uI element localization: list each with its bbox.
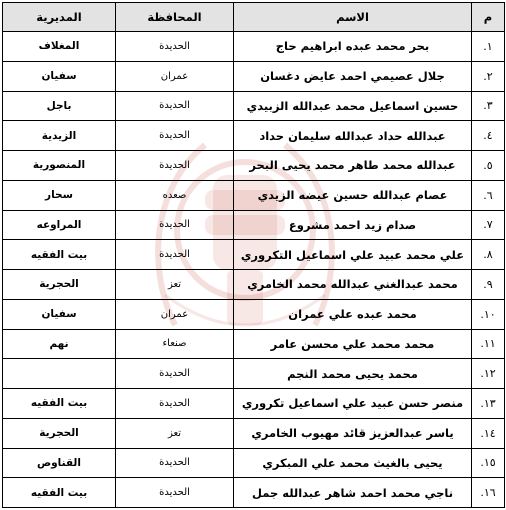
row-governorate: الحديدة [116,210,234,240]
row-district: نهم [3,329,116,359]
row-district: بيت الفقيه [3,389,116,419]
row-governorate: عمران [116,299,234,329]
row-number: ٥. [472,151,505,181]
row-governorate: تعز [116,270,234,300]
row-district: الحجرية [3,418,116,448]
table-row [3,210,505,240]
row-governorate: تعز [116,418,234,448]
row-number: ٣. [472,91,505,121]
row-number: ٢. [472,61,505,91]
row-district: باجل [3,91,116,121]
header-name: الاسم [234,3,472,32]
table-row [3,478,505,508]
row-district: الحجرية [3,270,116,300]
row-number: ١٠. [472,299,505,329]
row-number: ٦. [472,180,505,210]
row-name: منصر حسن عبيد علي اسماعيل تكروري [234,389,472,419]
row-district: الزيدية [3,121,116,151]
row-name: محمد عبده علي عمران [234,299,472,329]
table-row [3,180,505,210]
row-governorate: صنعاء [116,329,234,359]
header-number: م [472,3,505,32]
row-number: ٧. [472,210,505,240]
row-name: علي محمد عبيد علي اسماعيل التكروري [234,240,472,270]
row-governorate: الحديدة [116,240,234,270]
roster-table [2,2,505,508]
row-district: سحار [3,180,116,210]
row-governorate: عمران [116,61,234,91]
row-governorate: صعده [116,180,234,210]
row-governorate: الحديدة [116,151,234,181]
row-governorate: الحديدة [116,478,234,508]
row-name: جلال عصيمي احمد عايض دغسان [234,61,472,91]
table-row [3,418,505,448]
row-district: بيت الفقيه [3,478,116,508]
table-row [3,32,505,62]
row-number: ١٤. [472,418,505,448]
row-name: صدام زيد احمد مشروع [234,210,472,240]
table-row [3,240,505,270]
row-district [3,359,116,389]
table-row [3,121,505,151]
row-number: ١٢. [472,359,505,389]
row-name: ناجي محمد احمد شاهر عبدالله جمل [234,478,472,508]
table-header-row [3,3,505,32]
row-name: محمد محمد علي محسن عامر [234,329,472,359]
row-governorate: الحديدة [116,91,234,121]
row-name: بحر محمد عبده ابراهيم حاج [234,32,472,62]
table-row [3,270,505,300]
row-governorate: الحديدة [116,359,234,389]
row-number: ٤. [472,121,505,151]
row-name: حسين اسماعيل محمد عبدالله الزبيدي [234,91,472,121]
table-row [3,61,505,91]
row-district: سفيان [3,61,116,91]
row-number: ١١. [472,329,505,359]
row-district: المنصورية [3,151,116,181]
table-row [3,329,505,359]
row-number: ١٥. [472,448,505,478]
row-name: محمد عبدالغني عبدالله محمد الخامري [234,270,472,300]
row-name: عصام عبدالله حسين عيضه الزيدي [234,180,472,210]
row-number: ١٣. [472,389,505,419]
table-row [3,151,505,181]
row-governorate: الحديدة [116,389,234,419]
row-governorate: الحديدة [116,121,234,151]
row-number: ١٦. [472,478,505,508]
row-governorate: الحديدة [116,448,234,478]
row-district: بيت الفقيه [3,240,116,270]
header-governorate: المحافظة [116,3,234,32]
row-district: سفيان [3,299,116,329]
row-name: عبدالله محمد طاهر محمد يحيى البحر [234,151,472,181]
row-number: ٨. [472,240,505,270]
table-row [3,359,505,389]
table-row [3,389,505,419]
row-governorate: الحديدة [116,32,234,62]
row-number: ١. [472,32,505,62]
row-name: يحيى بالغيث محمد علي المبكري [234,448,472,478]
header-district: المديرية [3,3,116,32]
row-name: عبدالله حداد عبدالله سليمان حداد [234,121,472,151]
row-number: ٩. [472,270,505,300]
row-district: المراوعه [3,210,116,240]
table-body [3,32,505,508]
table-row [3,91,505,121]
row-name: محمد يحيى محمد النجم [234,359,472,389]
table-row [3,299,505,329]
row-district: القناوص [3,448,116,478]
row-district: المغلاف [3,32,116,62]
row-name: ياسر عبدالعزيز قائد مهيوب الخامري [234,418,472,448]
table-row [3,448,505,478]
